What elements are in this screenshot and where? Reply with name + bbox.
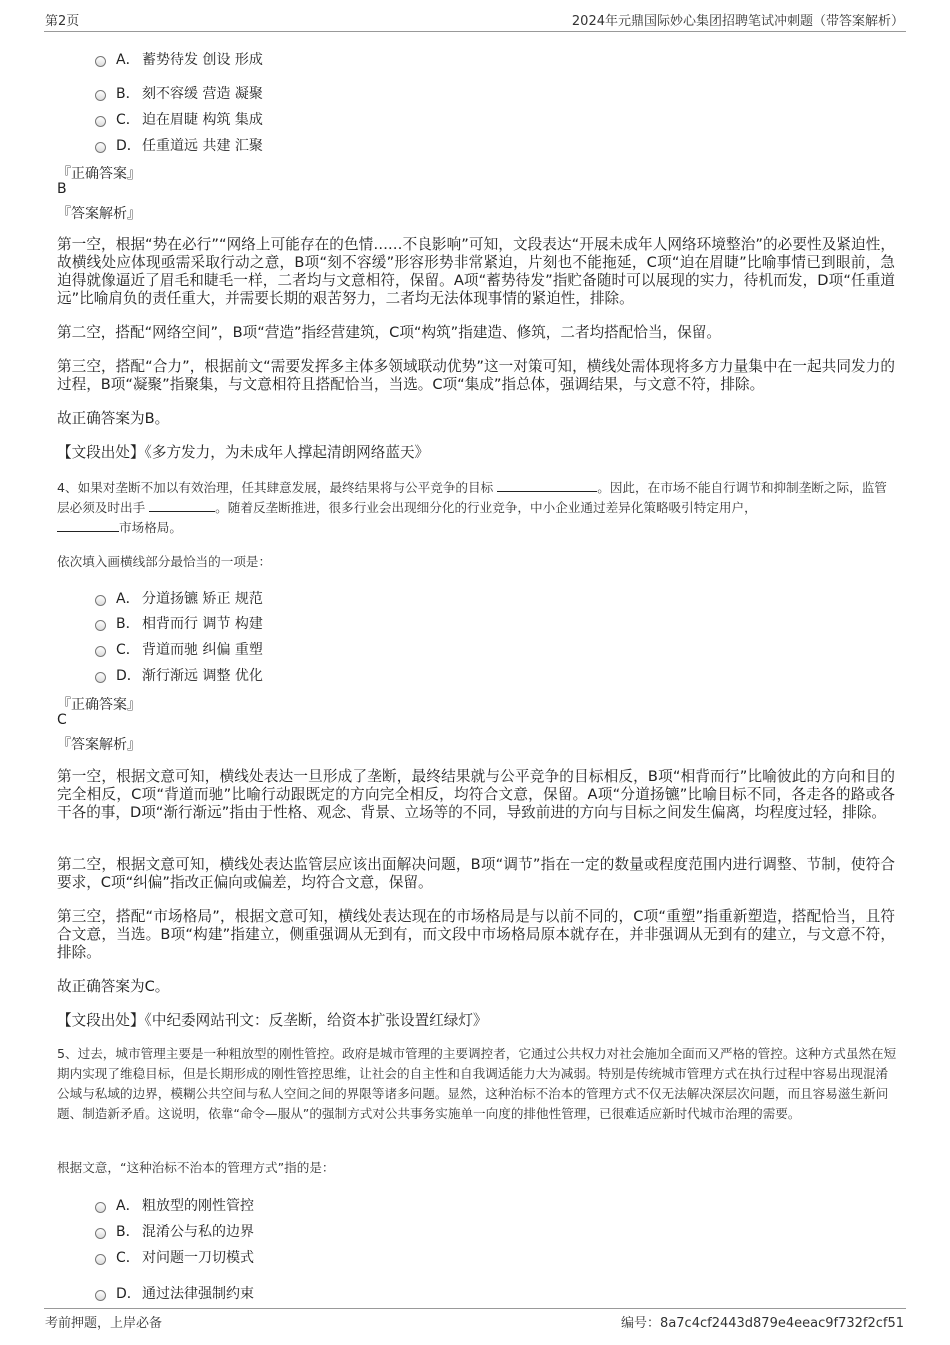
option-text: 相背而行 调节 构建 [142,616,263,632]
footer-slogan: 考前押题，上岸必备 [45,1316,163,1331]
option-letter: A． [116,591,140,607]
radio-icon[interactable] [95,1290,106,1301]
option-letter: A． [116,1198,140,1214]
page-number: 第2页 [45,14,80,29]
analysis-paragraph: 第一空，根据文意可知，横线处表达一旦形成了垄断，最终结果就与公平竞争的目标相反，B项“相背而行”比喻彼此的方向和目的完全相反，C项“背道而驰”比喻行动跟既定的方向完全相反，均符合文意，保留。A项“分道扬镳”比喻目标不同，各走各的路或各干各的事，D项“渐行渐远”指由于性格、观念、背景、立场等的不同，导致前进的方向与目标之间发生偏离，均程度过轻，排除。 [57,768,895,821]
radio-icon[interactable] [95,620,106,631]
analysis-label: 『答案解析』 [57,737,141,753]
conclusion: 故正确答案为B。 [57,410,170,427]
analysis-label: 『答案解析』 [57,206,141,222]
blank [57,519,119,532]
option-text: 任重道远 共建 汇聚 [142,138,263,154]
analysis-paragraph: 第一空，根据“势在必行”“网络上可能存在的色情……不良影响”可知，文段表达“开展未成年人网络环境整治”的必要性及紧迫性，故横线处应体现亟需采取行动之意，B项“刻不容缓”形容形势非常紧迫，片刻也不能拖延，C项“迫在眉睫”比喻事情已到眼前，急迫得就像逼近了眉毛和睫毛一样，二者均与文意相符，保留。A项“蓄势待发”指贮备随时可以展现的实力，待机而发，D项“任重道远”比喻肩负的责任重大，并需要长期的艰苦努力，二者均无法体现事情的紧迫性，排除。 [57,236,895,307]
answer-label: 『正确答案』 [57,166,141,182]
option-a[interactable] [95,1195,254,1215]
option-text: 蓄势待发 创设 形成 [142,52,263,68]
option-text: 混淆公与私的边界 [142,1224,254,1240]
source: 【文段出处】《中纪委网站刊文：反垄断，给资本扩张设置红绿灯》 [57,1012,488,1029]
option-text: 通过法律强制约束 [142,1286,254,1302]
radio-icon[interactable] [95,142,106,153]
option-a[interactable] [95,49,263,69]
analysis-paragraph: 第二空，根据文意可知，横线处表达监管层应该出面解决问题，B项“调节”指在一定的数量或程度范围内进行调整、节制，使符合要求，C项“纠偏”指改正偏向或偏差，均符合文意，保留。 [57,856,895,891]
radio-icon[interactable] [95,116,106,127]
option-c[interactable] [95,109,263,129]
question-prompt: 依次填入画横线部分最恰当的一项是： [57,554,272,569]
option-b[interactable] [95,83,263,103]
option-c[interactable] [95,1247,254,1267]
blank [149,499,215,512]
document-title: 2024年元鼎国际妙心集团招聘笔试冲刺题（带答案解析） [571,14,904,29]
option-a[interactable] [95,588,263,608]
radio-icon[interactable] [95,90,106,101]
radio-icon[interactable] [95,1202,106,1213]
answer-value: B [57,181,67,197]
option-text: 粗放型的刚性管控 [142,1198,254,1214]
analysis-paragraph: 第三空，搭配“市场格局”，根据文意可知，横线处表达现在的市场格局是与以前不同的，C项“重塑”指重新塑造，搭配恰当，且符合文意，当选。B项“构建”指建立，侧重强调从无到有，而文段中市场格局原本就存在，并非强调从无到有的建立，与文意不符，排除。 [57,908,895,961]
option-letter: C． [116,112,140,128]
option-d[interactable] [95,1283,254,1303]
question-stem: 4、如果对垄断不加以有效治理，任其肆意发展，最终结果将与公平竞争的目标 。因此，在市场不能自行调节和抑制垄断之际，监管层必须及时出手 。随着反垄断推进，很多行业会出现细分化的行业竞争，中小企业通过差异化策略吸引特定用户， 市场格局。 [57,480,887,535]
option-b[interactable] [95,613,263,633]
option-text: 分道扬镳 矫正 规范 [142,591,263,607]
answer-label: 『正确答案』 [57,697,141,713]
answer-value: C [57,712,67,728]
radio-icon[interactable] [95,595,106,606]
analysis-paragraph: 第三空，搭配“合力”，根据前文“需要发挥多主体多领域联动优势”这一对策可知，横线处需体现将多方力量集中在一起共同发力的过程，B项“凝聚”指聚集，与文意相符且搭配恰当，当选。C项“集成”指总体，强调结果，与文意不符，排除。 [57,358,895,393]
option-letter: D． [116,1286,141,1302]
option-letter: C． [116,642,140,658]
radio-icon[interactable] [95,646,106,657]
document-code: 编号：8a7c4cf2443d879e4eeac9f732f2cf51 [621,1316,904,1331]
question-prompt: 根据文意，“这种治标不治本的管理方式”指的是： [57,1160,335,1175]
option-c[interactable] [95,639,263,659]
option-text: 对问题一刀切模式 [142,1250,254,1266]
option-letter: B． [116,86,140,102]
option-text: 刻不容缓 营造 凝聚 [142,86,263,102]
radio-icon[interactable] [95,1254,106,1265]
header-divider [44,31,906,32]
option-letter: D． [116,668,141,684]
option-d[interactable] [95,135,263,155]
radio-icon[interactable] [95,1228,106,1239]
option-d[interactable] [95,665,263,685]
option-letter: B． [116,1224,140,1240]
option-letter: A． [116,52,140,68]
source: 【文段出处】《多方发力，为未成年人撑起清朗网络蓝天》 [57,444,430,461]
conclusion: 故正确答案为C。 [57,978,170,995]
option-letter: D． [116,138,141,154]
question-stem: 5、过去，城市管理主要是一种粗放型的刚性管控。政府是城市管理的主要调控者，它通过公共权力对社会施加全面而又严格的管控。这种方式虽然在短期内实现了维稳目标，但是长期形成的刚性管控思维，让社会的自主性和自我调适能力大为减弱。特别是传统城市管理方式在执行过程中容易出现混淆公域与私域的边界，模糊公共空间与私人空间之间的界限等诸多问题。显然，这种治标不治本的管理方式不仅无法解决深层次问题，而且容易滋生新问题、制造新矛盾。这说明，依靠“命令—服从”的强制方式对公共事务实施单一向度的排他性管理，已很难适应新时代城市治理的需要。 [57,1046,897,1121]
radio-icon[interactable] [95,672,106,683]
radio-icon[interactable] [95,56,106,67]
option-letter: B． [116,616,140,632]
option-text: 迫在眉睫 构筑 集成 [142,112,263,128]
option-text: 渐行渐远 调整 优化 [142,668,263,684]
analysis-paragraph: 第二空，搭配“网络空间”，B项“营造”指经营建筑，C项“构筑”指建造、修筑，二者均搭配恰当，保留。 [57,324,721,341]
footer-divider [44,1308,906,1309]
option-letter: C． [116,1250,140,1266]
option-text: 背道而驰 纠偏 重塑 [142,642,263,658]
blank [497,479,597,492]
option-b[interactable] [95,1221,254,1241]
